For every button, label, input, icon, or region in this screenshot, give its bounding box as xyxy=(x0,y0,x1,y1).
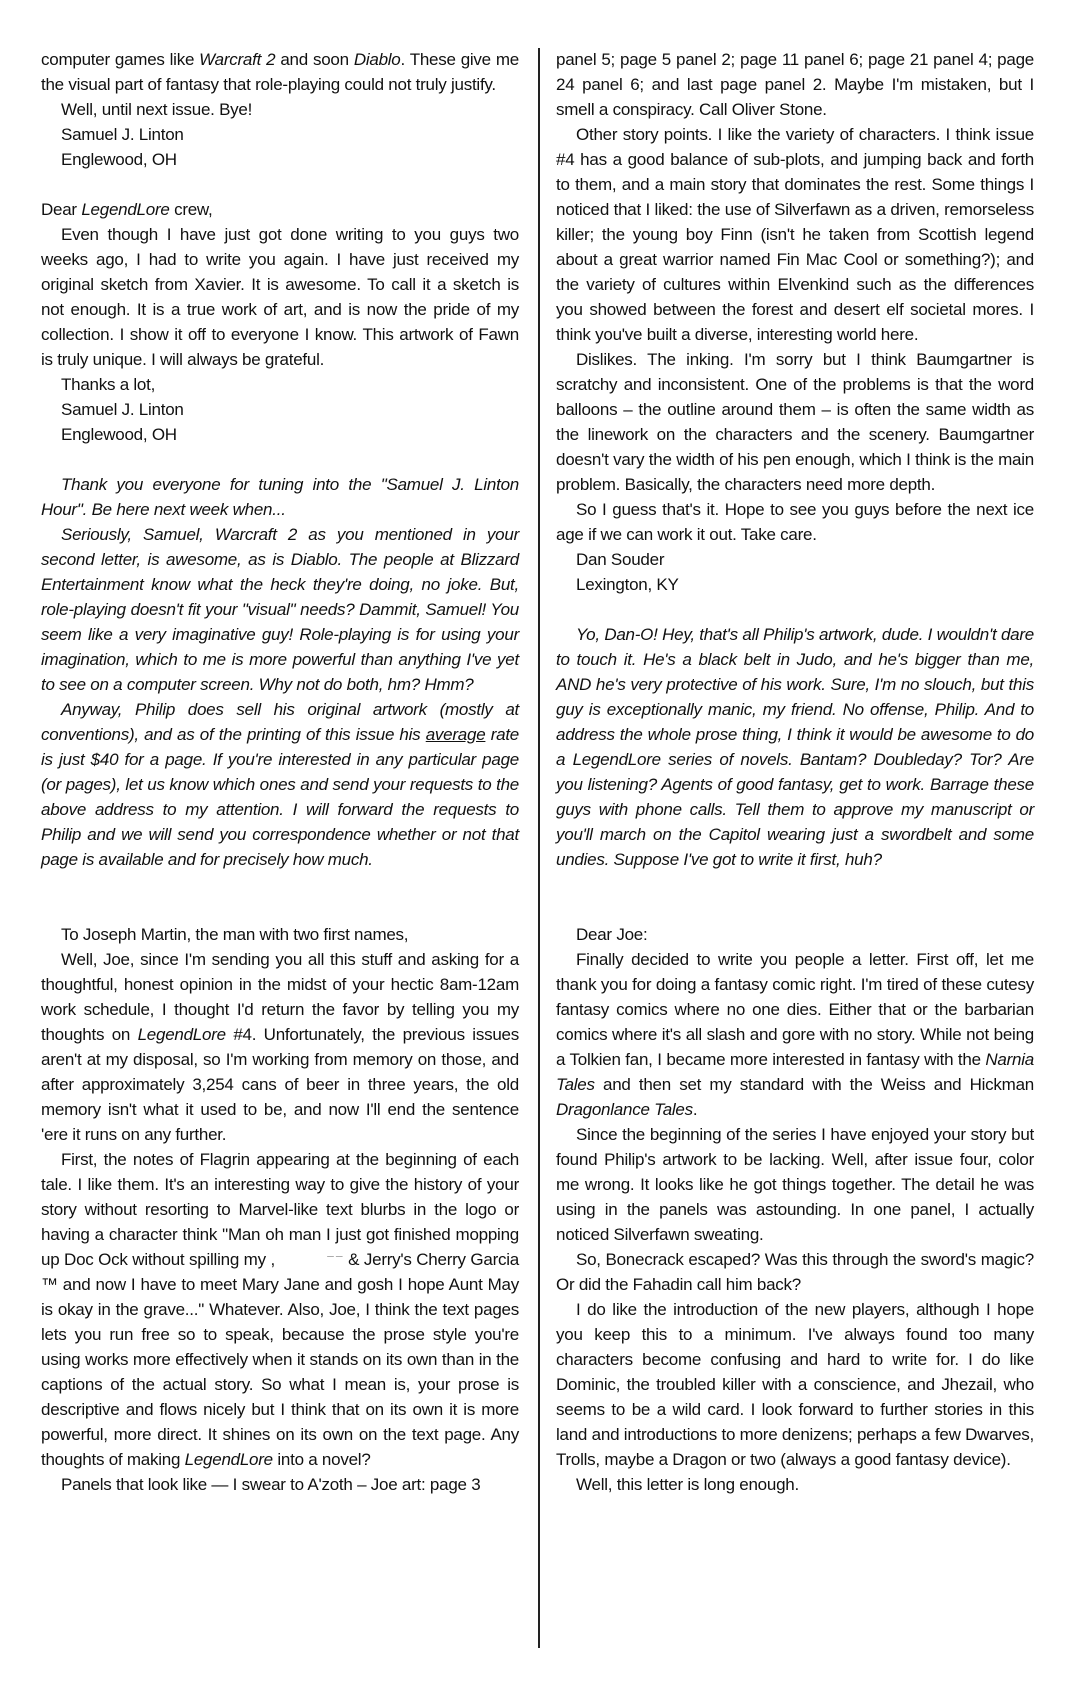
letter-paragraph: I do like the introduction of the new players, although I hope you keep this to a minimum. I've always found too many characters become confusing and hard to write for. I do like Dominic, the troubled killer with a conscience, and Jhezail, who seems to be a wild card. I look forward to further stories in this land and introductions to more denizens; perhaps a few Dwarves, Trolls, maybe a Dragon or two (always a good fantasy device). xyxy=(556,1300,1034,1469)
editor-reply xyxy=(41,697,519,872)
letter-paragraph: Panels that look like — I swear to A'zoth – Joe art: page 3 xyxy=(61,1475,481,1494)
signature-name: Samuel J. Linton xyxy=(61,400,184,419)
closing-line: Well, until next issue. Bye! xyxy=(61,100,253,119)
text: into a novel? xyxy=(272,1450,371,1469)
letter-paragraph: Since the beginning of the series I have enjoyed your story but found Philip's artwork to be lacking. Well, after issue four, color me wrong. It looks like he got things together. The detail he was using in the panels was astounding. In one panel, I actually noticed Silverfawn sweating. xyxy=(556,1125,1034,1244)
closing-line: Thanks a lot, xyxy=(61,375,156,394)
letter-paragraph xyxy=(41,1147,519,1472)
editor-reply: Thank you everyone for tuning into the "Samuel J. Linton Hour". Be here next week when... xyxy=(41,475,519,519)
text: & Jerry's Cherry Garcia ™ and now I have to meet Mary Jane and gosh I hope Aunt May is okay in the grave..." Whatever. Also, Joe, I think the text pages lets you run free so to speak, because the prose style you're using works more effectively when it stands on its own than in the captions of the actual story. So what I mean is, your prose is descriptive and flows nicely but I think that on its own it is more powerful, more direct. It shines on its own on the text page. Any thoughts of making xyxy=(41,1250,519,1469)
text: computer games like xyxy=(41,50,200,69)
text: Anyway, Philip does sell his original artwork (mostly at conventions), and as of the printing of this issue his xyxy=(41,700,519,744)
signature-name: Samuel J. Linton xyxy=(61,125,184,144)
letter-salutation: To Joseph Martin, the man with two first names, xyxy=(61,925,409,944)
letter-salutation xyxy=(41,197,519,222)
text: crew, xyxy=(169,200,213,219)
text: First, the notes of Flagrin appearing at the beginning of each tale. I like them. It's an interesting way to give the history of your story without resorting to Marvel-like text blurbs in the logo or having a character think "Man oh man I just got finished mopping up Doc Ock without spilling my , xyxy=(41,1150,519,1269)
letter-paragraph xyxy=(41,947,519,1147)
book-title: Dragonlance Tales xyxy=(556,1100,693,1119)
signature-name: Dan Souder xyxy=(576,550,665,569)
right-column xyxy=(556,47,1034,1497)
letter-paragraph: Other story points. I like the variety of characters. I think issue #4 has a good balance of sub-plots, and jumping back and forth to them, and a main story that dominates the rest. Some things I noticed that I liked: the use of Silverfawn as a driven, remorseless killer; the young boy Finn (isn't he taken from Scottish legend about a great warrior named Fin Mac Cool or something?); and the variety of cultures within Elvenkind such as the differences you showed between the forest and desert elf societal mores. I think you've built a diverse, interesting world here. xyxy=(556,125,1034,344)
letter-salutation: Dear Joe: xyxy=(576,925,648,944)
signature-location: Englewood, OH xyxy=(61,150,177,169)
text: and then set my standard with the Weiss and Hickman xyxy=(594,1075,1034,1094)
comic-title: LegendLore xyxy=(184,1450,273,1469)
text: #4. Unfortunately, the previous issues aren't at my disposal, so I'm working from memory on those, and after approximately 3,254 cans of beer in three years, the old memory isn't what it used to be, and now I'll end the sentence 'ere it runs on any further. xyxy=(41,1025,519,1144)
game-title: Warcraft 2 xyxy=(199,50,276,69)
letter-paragraph xyxy=(41,47,519,97)
editor-reply: Yo, Dan-O! Hey, that's all Philip's artwork, dude. I wouldn't dare to touch it. He's a black belt in Judo, and he's bigger than me, AND he's very protective of his work. Sure, I'm no slouch, but this guy is exceptionally manic, my friend. No offense, Philip. And to address the whole prose thing, I think it would be awesome to do a LegendLore series of novels. Bantam? Doubleday? Tor? Are you listening? Agents of good fantasy, get to work. Barrage these guys with phone calls. Tell them to approve my manuscript or you'll march on the Capitol wearing just a swordbelt and some undies. Suppose I've got to write it first, huh? xyxy=(556,625,1034,869)
text: . xyxy=(692,1100,698,1119)
letter-paragraph: So I guess that's it. Hope to see you guys before the next ice age if we can work it out. Take care. xyxy=(556,500,1034,544)
left-column xyxy=(41,47,519,1497)
erased-text: ⁻⁻ xyxy=(274,1250,344,1269)
text: rate is just $40 for a page. If you're interested in any particular page (or pages), let us know which ones and send your requests to the above address to my attention. I will forward the requests to Philip and we will send you correspondence whether or not that page is available and for precisely how much. xyxy=(41,725,519,869)
underlined-word: average xyxy=(425,725,486,744)
text: Well, Joe, since I'm sending you all this stuff and asking for a thoughtful, honest opinion in the midst of your hectic 8am-12am work schedule, I thought I'd return the favor by telling you my thoughts on xyxy=(41,950,519,1044)
letter-paragraph: Even though I have just got done writing to you guys two weeks ago, I had to write you again. I have just received my original sketch from Xavier. It is awesome. To call it a sketch is not enough. It is a true work of art, and is now the pride of my collection. I show it off to everyone I know. This artwork of Fawn is truly unique. I will always be grateful. xyxy=(41,225,519,369)
comic-title: LegendLore xyxy=(137,1025,226,1044)
game-title: Diablo xyxy=(353,50,401,69)
text: . These give me the visual part of fantasy that role-playing could not truly justify. xyxy=(41,50,519,94)
letter-paragraph: panel 5; page 5 panel 2; page 11 panel 6; page 21 panel 4; page 24 panel 6; and last page panel 2. Maybe I'm mistaken, but I smell a conspiracy. Call Oliver Stone. xyxy=(556,50,1034,119)
comic-title: LegendLore xyxy=(81,200,170,219)
book-title: Narnia Tales xyxy=(556,1050,1034,1094)
signature-location: Lexington, KY xyxy=(576,575,679,594)
signature-location: Englewood, OH xyxy=(61,425,177,444)
text: Dear xyxy=(41,200,82,219)
editor-reply: Seriously, Samuel, Warcraft 2 as you mentioned in your second letter, is awesome, as is Diablo. The people at Blizzard Entertainment know what the heck they're doing, no joke. But, role-playing doesn't fit your "visual" needs? Dammit, Samuel! You seem like a very imaginative guy! Role-playing is for using your imagination, which to me is more powerful than anything I've yet to see on a computer screen. Why not do both, hm? Hmm? xyxy=(41,525,519,694)
column-divider xyxy=(538,48,540,1648)
letter-paragraph: So, Bonecrack escaped? Was this through the sword's magic? Or did the Fahadin call him back? xyxy=(556,1250,1034,1294)
letter-paragraph: Dislikes. The inking. I'm sorry but I think Baumgartner is scratchy and inconsistent. One of the problems is that the word balloons – the outline around them – is often the same width as the linework on the characters and the scenery. Baumgartner doesn't vary the width of his pen enough, which I think is the main problem. Basically, the characters need more depth. xyxy=(556,350,1034,494)
text: and soon xyxy=(275,50,354,69)
letter-paragraph xyxy=(556,947,1034,1122)
letter-paragraph: Well, this letter is long enough. xyxy=(576,1475,799,1494)
text: Finally decided to write you people a letter. First off, let me thank you for doing a fantasy comic right. I'm tired of these cutesy fantasy comics where no one dies. Either that or the barbarian comics where it's all slash and gore with no story. While not being a Tolkien fan, I became more interested in fantasy with the xyxy=(556,950,1034,1069)
